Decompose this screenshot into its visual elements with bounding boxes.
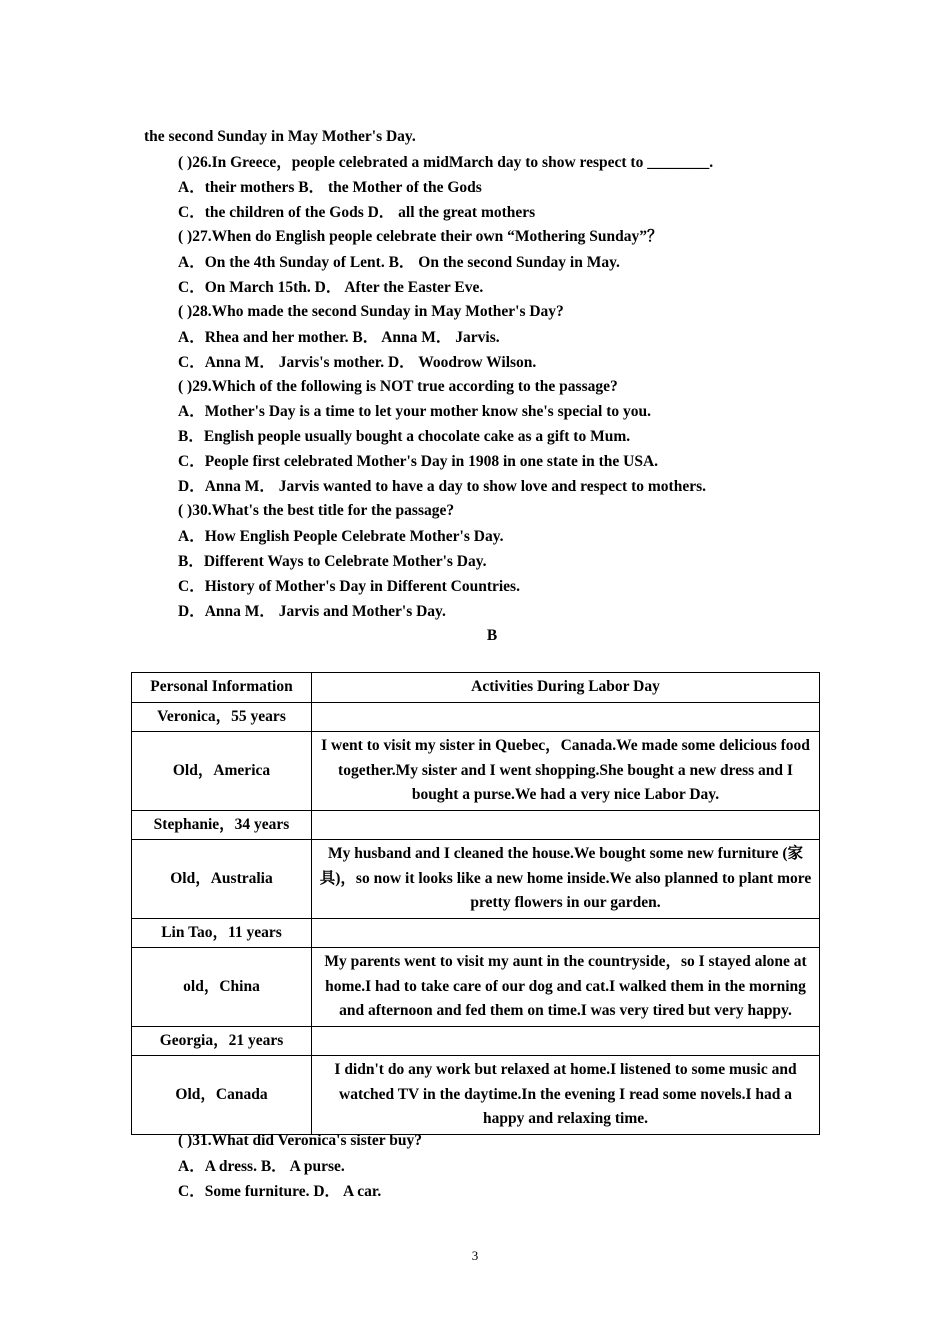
question-26-options-cd: C．the children of the Gods D． all the great mothers: [178, 204, 536, 221]
person-origin: old，China: [132, 948, 312, 1027]
table-row: [132, 702, 820, 732]
question-29-option-d: D．Anna M． Jarvis wanted to have a day to show love and respect to mothers.: [178, 478, 706, 495]
person-activity: My husband and I cleaned the house.We bought some new furniture (家具)，so now it looks like a new home inside.We also planned to plant more pretty flowers in our garden.: [312, 840, 820, 919]
question-27-options-ab: A．On the 4th Sunday of Lent. B． On the second Sunday in May.: [178, 254, 620, 271]
person-activity: My parents went to visit my aunt in the countryside，so I stayed alone at home.I had to take care of our dog and cat.I walked them in the morning and afternoon and fed them on time.I was very tired but very happy.: [312, 948, 820, 1027]
question-30-option-d: D．Anna M． Jarvis and Mother's Day.: [178, 603, 446, 620]
empty-cell: [312, 1026, 820, 1056]
header-personal-information: Personal Information: [132, 673, 312, 703]
question-29-option-c: C．People first celebrated Mother's Day in 1908 in one state in the USA.: [178, 453, 659, 470]
question-29: ( )29.Which of the following is NOT true according to the passage?: [178, 378, 618, 395]
header-activities: Activities During Labor Day: [312, 673, 820, 703]
table-header-row: [132, 673, 820, 703]
question-31-options-cd: C．Some furniture. D． A car.: [178, 1183, 382, 1200]
question-26: ( )26.In Greece，people celebrated a midMarch day to show respect to ________.: [178, 154, 714, 171]
empty-cell: [312, 918, 820, 948]
intro-line: the second Sunday in May Mother's Day.: [144, 128, 416, 145]
person-origin: Old，Canada: [132, 1056, 312, 1135]
question-26-options-ab: A．their mothers B． the Mother of the Gods: [178, 179, 482, 196]
question-31-options-ab: A．A dress. B． A purse.: [178, 1158, 345, 1175]
question-28: ( )28.Who made the second Sunday in May Mother's Day?: [178, 303, 564, 320]
question-27: ( )27.When do English people celebrate their own “Mothering Sunday”？: [178, 228, 663, 245]
question-30: ( )30.What's the best title for the passage?: [178, 502, 455, 519]
section-b-title: B: [486, 627, 498, 644]
question-29-option-a: A．Mother's Day is a time to let your mother know she's special to you.: [178, 403, 652, 420]
person-name-age: Veronica，55 years: [132, 702, 312, 732]
question-30-option-c: C．History of Mother's Day in Different Countries.: [178, 578, 520, 595]
person-name-age: Stephanie，34 years: [132, 810, 312, 840]
empty-cell: [312, 702, 820, 732]
table-row: [132, 1056, 820, 1135]
page-number: 3: [471, 1248, 479, 1263]
question-27-options-cd: C．On March 15th. D． After the Easter Eve.: [178, 279, 484, 296]
table-row: [132, 810, 820, 840]
question-29-option-b: B．English people usually bought a chocolate cake as a gift to Mum.: [178, 428, 631, 445]
labor-day-table: [131, 672, 820, 1135]
table-row: [132, 1026, 820, 1056]
person-activity: I went to visit my sister in Quebec，Canada.We made some delicious food together.My sister and I went shopping.She bought a new dress and I bought a purse.We had a very nice Labor Day.: [312, 732, 820, 811]
person-name-age: Lin Tao，11 years: [132, 918, 312, 948]
person-origin: Old，America: [132, 732, 312, 811]
question-31: ( )31.What did Veronica's sister buy?: [178, 1132, 423, 1149]
person-name-age: Georgia，21 years: [132, 1026, 312, 1056]
table-row: [132, 918, 820, 948]
question-28-options-cd: C．Anna M． Jarvis's mother. D． Woodrow Wilson.: [178, 354, 537, 371]
table-row: [132, 948, 820, 1027]
question-30-option-b: B．Different Ways to Celebrate Mother's Day.: [178, 553, 487, 570]
person-activity: I didn't do any work but relaxed at home.I listened to some music and watched TV in the daytime.In the evening I read some novels.I had a happy and relaxing time.: [312, 1056, 820, 1135]
empty-cell: [312, 810, 820, 840]
question-30-option-a: A．How English People Celebrate Mother's Day.: [178, 528, 504, 545]
question-28-options-ab: A．Rhea and her mother. B． Anna M． Jarvis.: [178, 329, 500, 346]
table-row: [132, 840, 820, 919]
person-origin: Old，Australia: [132, 840, 312, 919]
table-row: [132, 732, 820, 811]
